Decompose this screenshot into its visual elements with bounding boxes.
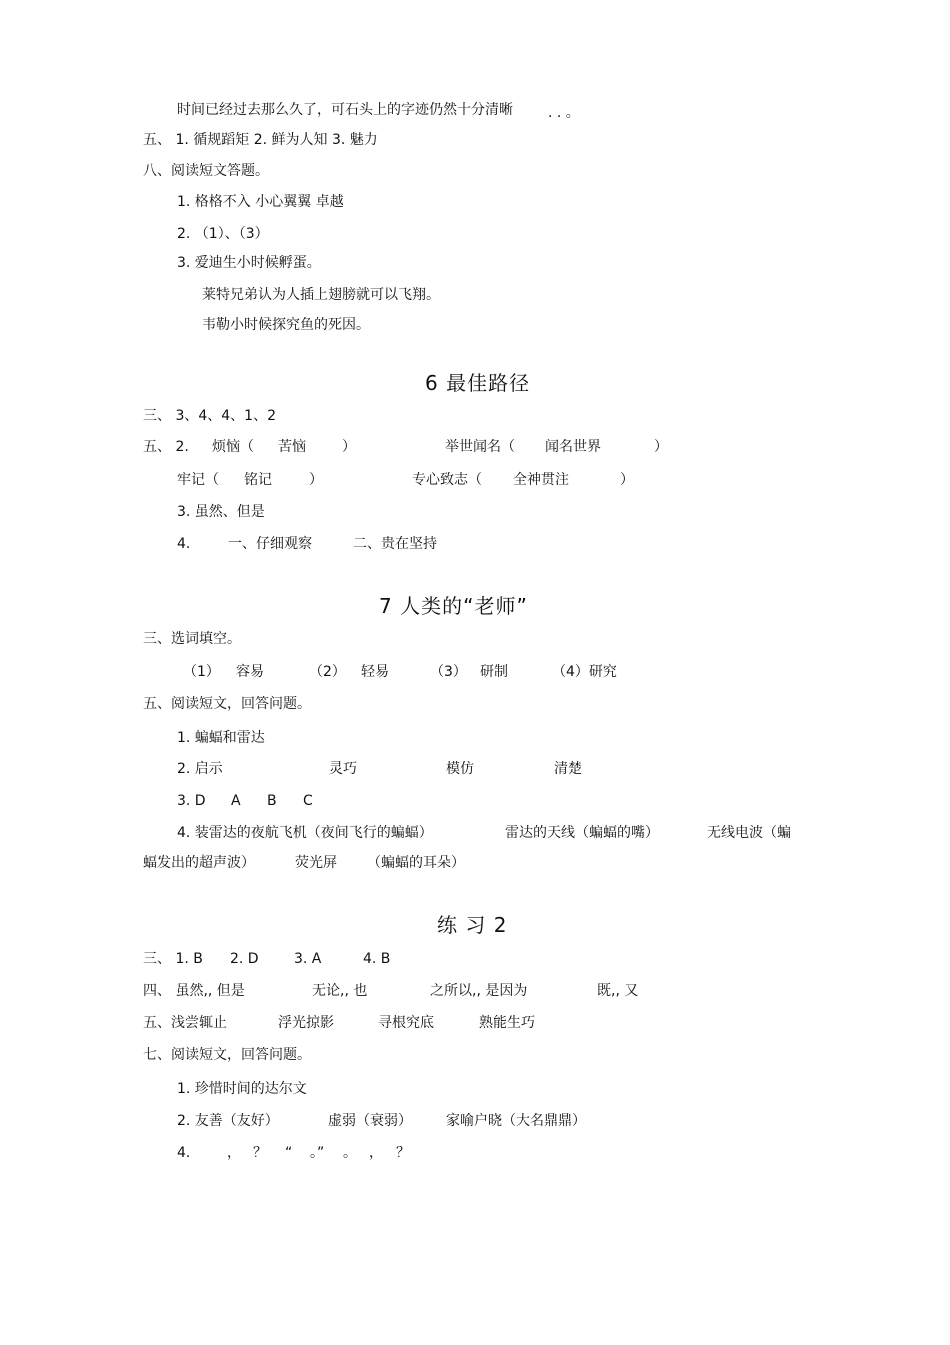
pair-answer: 全神贯注	[513, 472, 569, 488]
punctuation-item: ？	[396, 1145, 410, 1161]
answer-item: 既,, 又	[597, 983, 639, 999]
answer-item: 四、 虽然,, 但是	[143, 983, 245, 999]
fill-item: 轻易	[361, 664, 389, 680]
answer-item: 4. 装雷达的夜航飞机（夜间飞行的蝙蝠）	[177, 825, 433, 841]
answer-item: 3. A	[294, 951, 322, 967]
practice-2-q7-title: 七、阅读短文，回答问题。	[143, 1047, 311, 1063]
answer-item: 三、 1. B	[143, 951, 203, 967]
lesson-6-q5-4-a: 一、仔细观察	[228, 536, 312, 552]
fill-item: （4）研究	[552, 664, 617, 680]
answer-item: 4. B	[363, 951, 391, 967]
pair-close: ）	[620, 472, 634, 488]
answer-item: 灵巧	[329, 761, 357, 777]
answer-item: 荧光屏	[295, 855, 337, 871]
lesson-6-q3: 三、 3、4、4、1、2	[143, 408, 276, 424]
answer-item: 五、浅尝辄止	[143, 1015, 227, 1031]
pair-word: 举世闻名（	[445, 439, 515, 455]
lesson-7-q3-title: 三、选词填空。	[143, 631, 241, 647]
answer-item: 3. D	[177, 793, 206, 809]
fill-item: （3）	[430, 664, 467, 680]
answer-item: 2. D	[230, 951, 259, 967]
answer-item: 无论,, 也	[312, 983, 368, 999]
fill-item: （2）	[309, 664, 346, 680]
answer-item: 无线电波（蝙	[707, 825, 791, 841]
answer-item: 清楚	[554, 761, 582, 777]
pair-answer: 闻名世界	[545, 439, 601, 455]
punctuation-item: “	[285, 1145, 293, 1161]
lesson-7-title: 7 人类的“老师”	[379, 594, 528, 618]
practice-2-q7-1: 1. 珍惜时间的达尔文	[177, 1081, 307, 1097]
fill-item: （1）	[183, 664, 220, 680]
lesson-7-q5-1: 1. 蝙蝠和雷达	[177, 730, 265, 746]
answer-item: （蝙蝠的耳朵）	[367, 855, 465, 871]
pair-answer: 铭记	[244, 472, 272, 488]
question-q8-title: 八、阅读短文答题。	[143, 163, 269, 179]
answer-item: 之所以,, 是因为	[430, 983, 528, 999]
pair-close: ）	[654, 439, 668, 455]
answer-q8-3-a: 3. 爱迪生小时候孵蛋。	[177, 255, 321, 271]
answer-sentence: 时间已经过去那么久了，可石头上的字迹仍然十分清晰	[177, 102, 513, 118]
punctuation-item: 。	[343, 1145, 357, 1161]
answer-q8-1: 1. 格格不入 小心翼翼 卓越	[177, 194, 344, 210]
lesson-6-q5-4-num: 4.	[177, 536, 191, 552]
punctuation-item: ，	[369, 1145, 383, 1161]
pair-word: 烦恼（	[212, 439, 254, 455]
answer-item: 虚弱（衰弱）	[328, 1113, 412, 1129]
lesson-6-title: 6 最佳路径	[425, 371, 531, 395]
answer-item: B	[267, 793, 277, 809]
answer-item: 蝠发出的超声波）	[143, 855, 255, 871]
answer-item: 家喻户晓（大名鼎鼎）	[446, 1113, 586, 1129]
answer-item: 雷达的天线（蝙蝠的嘴）	[505, 825, 659, 841]
lesson-6-q5-3: 3. 虽然、但是	[177, 504, 265, 520]
answer-item: 2. 启示	[177, 761, 223, 777]
answer-q5: 五、 1. 循规蹈矩 2. 鲜为人知 3. 魅力	[143, 132, 378, 148]
answer-item: 浮光掠影	[278, 1015, 334, 1031]
emphasis-dots: . . 。	[548, 105, 580, 121]
lesson-6-q5-4-b: 二、贵在坚持	[353, 536, 437, 552]
pair-close: ）	[342, 439, 356, 455]
fill-item: 研制	[480, 664, 508, 680]
answer-item: 2. 友善（友好）	[177, 1113, 279, 1129]
answer-q8-3-b: 莱特兄弟认为人插上翅膀就可以飞翔。	[202, 287, 440, 303]
answer-q8-2: 2. （1）、（3）	[177, 226, 269, 242]
pair-close: ）	[309, 472, 323, 488]
punctuation-item: 4.	[177, 1145, 191, 1161]
answer-item: C	[303, 793, 313, 809]
answer-item: 熟能生巧	[479, 1015, 535, 1031]
practice-2-title: 练 习 2	[437, 913, 508, 937]
punctuation-item: ？	[253, 1145, 267, 1161]
lesson-6-q5-label: 五、 2.	[143, 439, 189, 455]
answer-q8-3-c: 韦勒小时候探究鱼的死因。	[202, 317, 370, 333]
answer-item: 寻根究底	[378, 1015, 434, 1031]
pair-word: 牢记（	[177, 472, 219, 488]
answer-item: A	[231, 793, 241, 809]
pair-word: 专心致志（	[412, 472, 482, 488]
punctuation-item: ，	[227, 1145, 241, 1161]
punctuation-item: 。”	[310, 1145, 325, 1161]
lesson-7-q5-title: 五、阅读短文，回答问题。	[143, 696, 311, 712]
pair-answer: 苦恼	[278, 439, 306, 455]
answer-item: 模仿	[446, 761, 474, 777]
fill-item: 容易	[236, 664, 264, 680]
